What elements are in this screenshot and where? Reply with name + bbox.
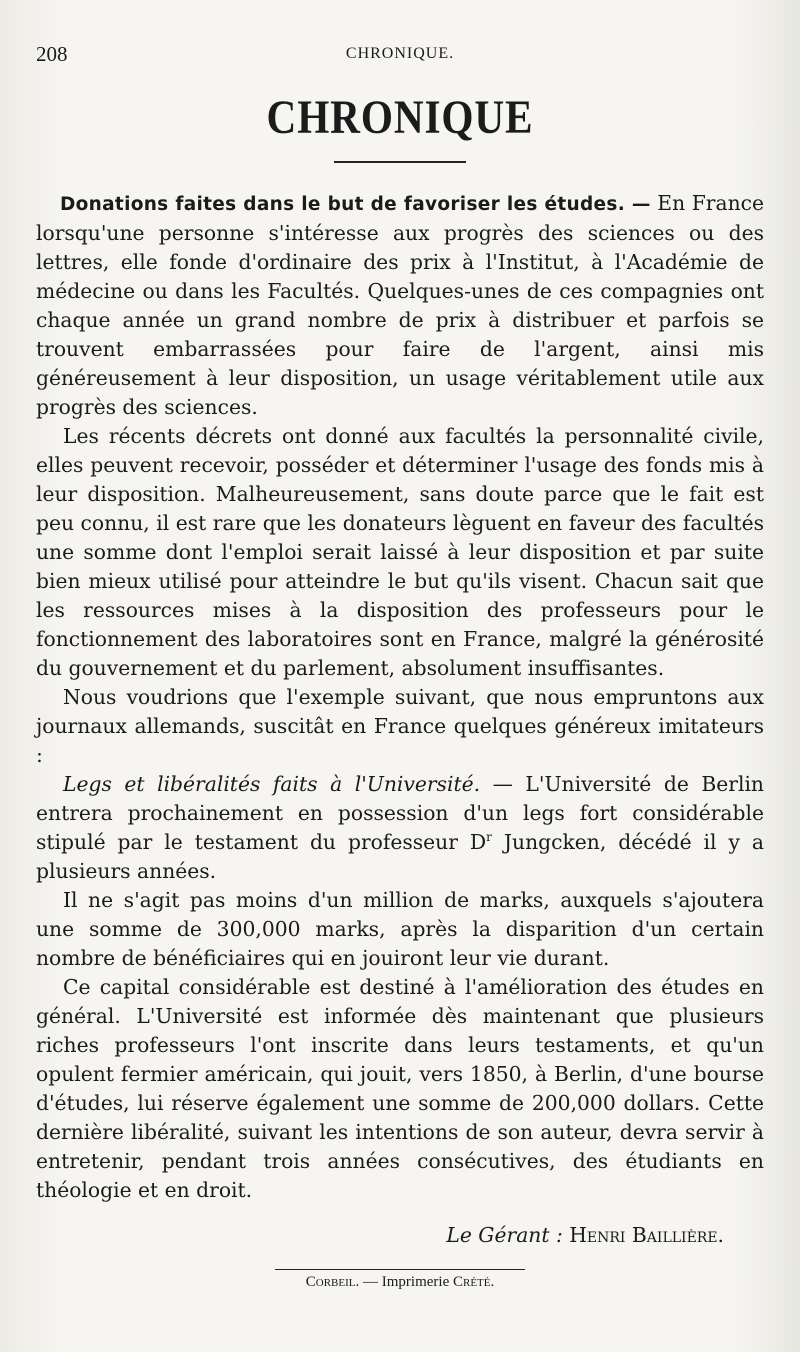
- chapter-title: CHRONIQUE: [266, 91, 534, 144]
- paragraph-2: Les récents décrets ont donné aux facultés la personnalité civile, elles peuvent recevoir, posséder et déterminer l'usage des fonds mis à leur disposition. Malheureusement, sans doute parce que le fait est peu connu, il est rare que les donateurs lèguent en faveur des facultés une somme dont l'emploi serait laissé à leur disposition et par suite bien mieux utilisé pour atteindre le but qu'ils visent. Chacun sait que les ressources mises à la disposition des professeurs pour le fonctionnement des laboratoires sont en France, malgré la générosité du gouvernement et du parlement, absolument insuffisantes.: [36, 423, 764, 680]
- section-lead-title: Donations faites dans le but de favoriser les études. —: [60, 193, 651, 215]
- printer-rule: [275, 1269, 525, 1270]
- paragraph-4: [36, 770, 764, 886]
- printer-text: — Imprimerie: [359, 1273, 453, 1290]
- quote-superscript: r: [486, 830, 492, 845]
- printer-line: [36, 1274, 764, 1291]
- signature-name: Henri Baillière.: [562, 1222, 724, 1247]
- running-head: [36, 38, 764, 78]
- paragraph-1: [36, 189, 764, 422]
- paragraph-5: Il ne s'agit pas moins d'un million de marks, auxquels s'ajoutera une somme de 300,000 marks, après la disparition d'un certain nombre de bénéficiaires qui en jouiront leur vie durant.: [36, 887, 764, 970]
- article-body: [36, 189, 764, 1205]
- signature: [36, 1223, 724, 1247]
- printer-city: Corbeil.: [305, 1273, 360, 1290]
- quote-title: Legs et libéralités faits à l'Université. —: [63, 771, 513, 796]
- title-rule: [334, 161, 466, 163]
- paragraph-1-text: En France lorsqu'une personne s'intéresse aux progrès des sciences ou des lettres, elle fonde d'ordinaire des prix à l'Institut, à l'Académie de médecine ou dans les Facultés. Quelques-unes de ces compagnies ont chaque année un grand nombre de prix à distribuer et parfois se trouvent embarrassées pour faire de l'argent, ainsi mis généreusement à leur disposition, un usage véritablement utile aux progrès des sciences.: [36, 190, 765, 419]
- quote-intro: L'Université de Berlin entrera prochainement en possession d'un legs fort considérable stipulé par le testament du professeur D: [36, 771, 764, 854]
- quote-rest: Jungcken, décédé il y a plusieurs années.: [36, 829, 765, 883]
- page-number: 208: [36, 42, 68, 66]
- paragraph-6: Ce capital considérable est destiné à l'amélioration des études en général. L'Université est informée dès maintenant que plusieurs riches professeurs l'ont inscrite dans leurs testaments, et qu'un opulent fermier américain, qui jouit, vers 1850, à Berlin, d'une bourse d'études, lui réserve également une somme de 200,000 dollars. Cette dernière libéralité, suivant les intentions de son auteur, devra servir à entretenir, pendant trois années consécutives, des étudiants en théologie et en droit.: [36, 974, 764, 1202]
- paragraph-3: Nous voudrions que l'exemple suivant, que nous empruntons aux journaux allemands, suscitât en France quelques généreux imitateurs :: [36, 684, 764, 767]
- signature-label: Le Gérant :: [446, 1222, 563, 1247]
- printer-name: Crété.: [452, 1273, 495, 1290]
- running-title: CHRONIQUE.: [345, 45, 455, 62]
